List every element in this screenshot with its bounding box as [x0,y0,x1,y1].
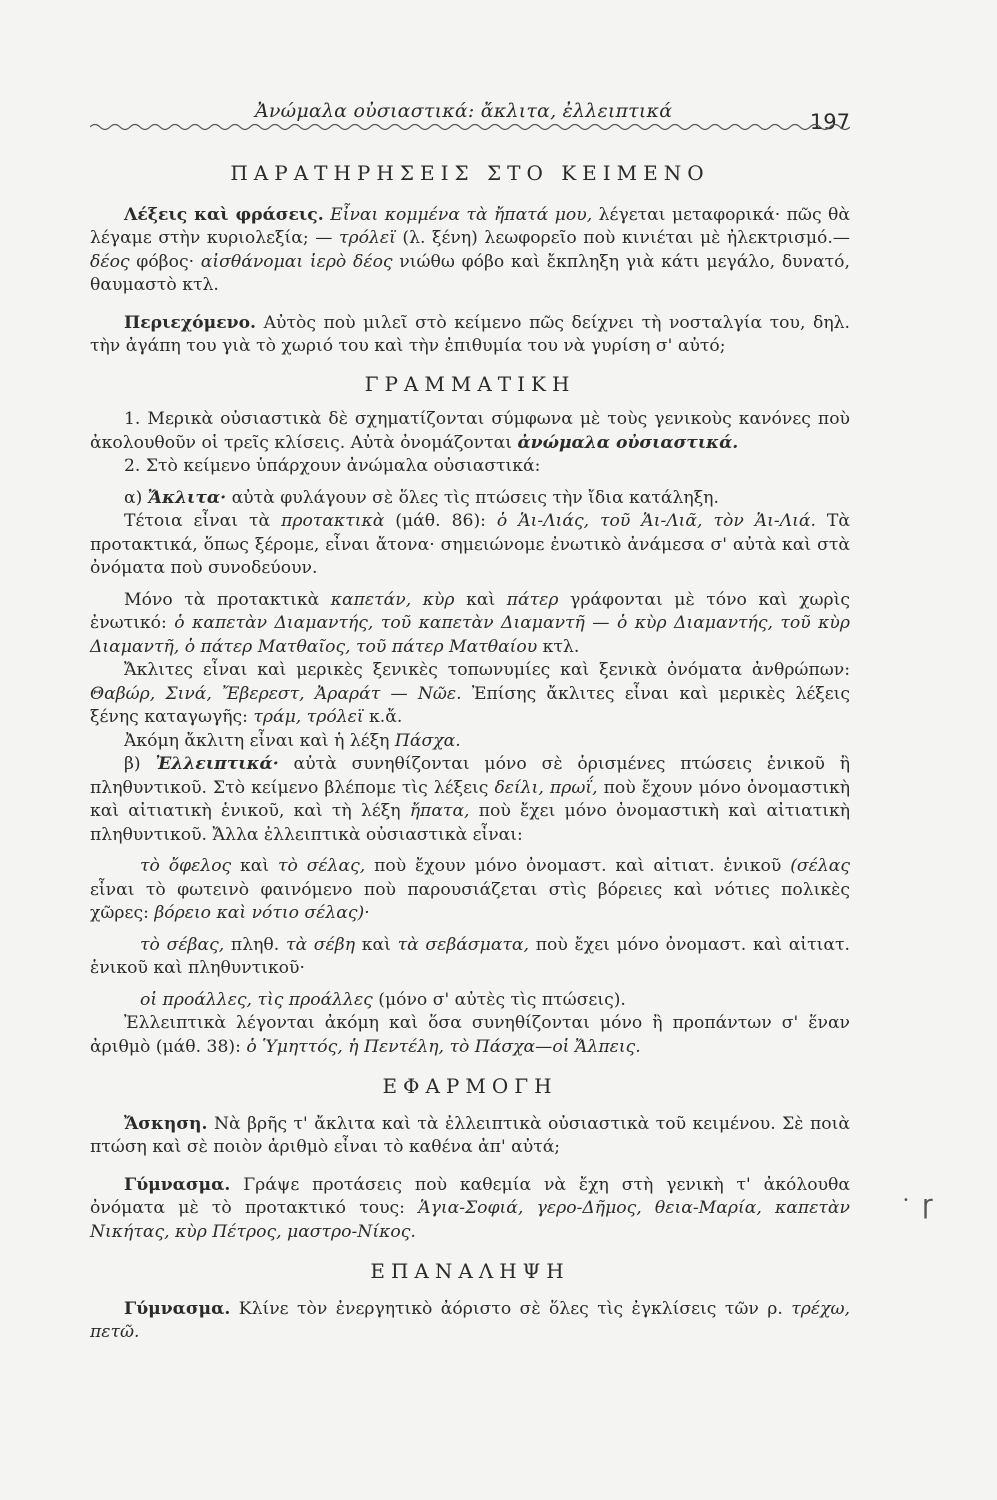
text-run: (λ. ξένη) λεωφορεῖο ποὺ κινιέται μὲ ἠλεκτρισμό.— [395,228,850,248]
running-title: Ἀνώμαλα οὐσιαστικά: ἄκλιτα, ἐλλειπτικά [255,100,673,122]
grammar-point-a [90,487,850,511]
term-defective: Ἐλλειπτικά· [155,754,279,774]
content-label: Περιεχόμενο. [124,312,257,333]
example-ofelos: τὸ ὄφελος [140,856,232,876]
text-run: Γράψε προτάσεις ποὺ καθεμία νὰ ἔχη στὴ γενικὴ τ' ἀκόλουθα ὀνόματα μὲ τὸ προτακτικό τους: [90,1174,850,1218]
text-run: καὶ [355,934,398,955]
page-header [90,92,850,132]
text-run: νιώθω φόβο καὶ ἔκπληξη γιὰ κάτι μεγάλο, δυνατό, θαυμαστὸ κτλ. [90,251,850,295]
text-run: πληθ. [224,934,286,955]
text-run: 1. Μερικὰ οὐσιαστικὰ δὲ σχηματίζονται σύμφωνα μὲ τοὺς γενικοὺς κανόνες ποὺ ἀκολουθοῦν οἱ τρεῖς κλίσεις. Αὐτὰ ὀνομάζονται [90,409,850,453]
text-run: καὶ [231,856,278,876]
term-pascha: Πάσχα. [394,730,461,751]
term-irregular-nouns: ἀνώμαλα οὐσιαστικά. [517,432,739,453]
text-run: γράφονται μὲ τόνο καὶ χωρὶς ἐνωτικό: [90,589,850,633]
text-run: καὶ [454,589,507,610]
text-run: Ἐλλειπτικὰ λέγονται ἀκόμη καὶ ὅσα συνηθίζονται μόνο ἢ προπάντων σ' ἕναν ἀριθμὸ (μάθ. 38): [90,1013,850,1057]
words-label: Λέξεις καὶ φράσεις. [124,204,324,225]
example-selas-note: (σέλας [790,856,850,876]
text-run: Αὐτὸς ποὺ μιλεῖ στὸ κείμενο πῶς δείχνει τὴ νοσταλγία του, δηλ. τὴν ἀγάπη του γιὰ τὸ χωριό του καὶ τὴν ἐπιθυμία του νὰ γυρίση σ' αὐτό; [90,312,850,356]
example-sevasmata: τὰ σεβάσματα, [397,934,529,955]
text-run: Νὰ βρῆς τ' ἄκλιτα καὶ τὰ ἐλλειπτικὰ οὐσιαστικὰ τοῦ κειμένου. Σὲ ποιὰ πτώση καὶ σὲ ποιὸν ἀριθμὸ εἶναι τὸ καθένα ἀπ' αὐτά; [90,1113,850,1157]
example-sevi: τὰ σέβη [285,934,355,955]
grammar-point-1 [90,408,850,455]
text-run: ποὺ ἔχουν μόνο ὀνομαστ. καὶ αἰτιατ. ἑνικοῦ [365,856,791,876]
example-foreign-words: τράμ, τρόλεϊ [253,707,364,727]
text-run: εἶναι τὸ φωτεινὸ φαινόμενο ποὺ παρουσιάζεται στὶς βόρειες καὶ νότιες πολικὲς χῶρες: [90,879,850,923]
text-run: Τέτοια εἶναι τὰ [124,511,282,531]
text-run: Ἄκλιτες εἶναι καὶ μερικὲς ξενικὲς τοπωνυμίες καὶ ξενικὰ ὀνόματα ἀνθρώπων: [124,660,850,680]
term-indeclinable: Ἄκλιτα· [147,487,227,508]
section-title-grammar: ΓΡΑΜΜΑΤΙΚΗ [364,371,576,396]
review-drill-paragraph [90,1298,850,1345]
example-place-names: ὁ Ὑμηττός, ἡ Πεντέλη, τὸ Πάσχα—οἱ Ἄλπεις. [246,1036,641,1057]
text-run: Ἀκόμη ἄκλιτη εἶναι καὶ ἡ λέξη [124,730,395,751]
content-paragraph [90,312,850,359]
term-pater: πάτερ [506,589,559,610]
page-content [90,162,850,1345]
drill-names: Ἁγια-Σοφιά, γερο-Δῆμος, θεια-Μαρία, καπετὰν Νικήτας, κὺρ Πέτρος, μαστρο-Νίκος. [90,1198,850,1242]
text-run: Μόνο τὰ προτακτικὰ [124,589,331,610]
term-awe: δέος [90,251,130,272]
exercise-paragraph [90,1113,850,1160]
words-and-phrases-paragraph [90,204,850,298]
section-title-review: ΕΠΑΝΑΛΗΨΗ [370,1259,570,1283]
term-prefixes: προτακτικὰ [281,511,385,531]
text-run: (μάθ. 86): [384,511,497,531]
example-diamantis: ὁ καπετὰν Διαμαντής, τοῦ καπετὰν Διαμαντῆ — ὁ κὺρ Διαμαντής, τοῦ κὺρ Διαμαντῆ, ὁ πάτερ Ματθαῖος, τοῦ πάτερ Ματθαίου [90,613,850,657]
example-ofelos-paragraph [90,855,850,926]
text-run: ποὺ ἔχουν μόνο ὀνομαστικὴ καὶ αἰτιατικὴ ἑνικοῦ, καὶ τὴ λέξη [90,777,850,821]
text-run: κ.ἄ. [363,707,403,727]
text-run: ποὺ ἔχει μόνο ὀνομαστ. καὶ αἰτιατ. ἑνικοῦ καὶ πληθυντικοῦ· [90,934,850,978]
review-verbs: τρέχω, πετῶ. [90,1298,850,1342]
example-aurora: βόρειο καὶ νότιο σέλας)· [154,903,370,923]
text-run: α) [124,487,148,508]
margin-mark-icon: ɼ [922,1190,933,1220]
example-deili-proi: δείλι, πρωΐ, [494,777,598,798]
example-sevas: τὸ σέβας, [140,934,225,955]
text-run: β) [124,754,156,774]
text-run: φόβος· [129,251,195,272]
text-run: Ἐπίσης ἄκλιτες εἶναι καὶ μερικὲς λέξεις ξένης καταγωγῆς: [90,683,850,727]
margin-dot-icon: • [903,1195,909,1206]
example-ipata: ἤπατα, [409,801,470,821]
defective-number-paragraph [90,1012,850,1059]
example-proalles-paragraph [90,989,850,1013]
page-number: 197 [809,110,850,134]
drill-label: Γύμνασμα. [124,1174,231,1195]
text-run: 2. Στὸ κείμενο ὑπάρχουν ἀνώμαλα οὐσιαστικά: [124,456,541,476]
example-ai-lias: ὁ Ἁι-Λιάς, τοῦ Ἁι-Λιᾶ, τὸν Ἁι-Λιά. [496,511,816,531]
example-foreign-names: Θαβώρ, Σινά, Ἔβερεστ, Ἀραράτ — Νῶε. [90,683,462,704]
section-title-observations: ΠΑΡΑΤΗΡΗΣΕΙΣ ΣΤΟ ΚΕΙΜΕΝΟ [230,161,710,185]
text-run: κτλ. [537,636,580,657]
text-run: λέγεται μεταφορικά· πῶς θὰ λέγαμε στὴν κυριολεξία; — [90,204,850,248]
pascha-paragraph [90,730,850,754]
accented-prefixes-paragraph [90,589,850,660]
term-trolley: τρόλεϊ [339,228,396,248]
example-selas: τὸ σέλας, [277,856,366,876]
section-title-application: ΕΦΑΡΜΟΓΗ [382,1074,558,1098]
example-phrase: Εἶναι κομμένα τὰ ἤπατά μου, [330,204,593,225]
term-kapetan-kyr: καπετάν, κὺρ [330,589,455,610]
text-run: αὐτὰ φυλάγουν σὲ ὅλες τὶς πτώσεις τὴν ἴδια κατάληξη. [226,487,719,508]
term-phrase: αἰσθάνομαι ἱερὸ δέος [200,251,393,272]
exercise-label: Ἄσκηση. [124,1113,208,1134]
wavy-rule [90,120,850,134]
example-sevas-paragraph [90,934,850,981]
example-proalles: οἱ προάλλες, τὶς προάλλες [140,989,373,1010]
application-drill-paragraph [90,1174,850,1245]
text-run: (μόνο σ' αὐτὲς τὶς πτώσεις). [372,989,626,1010]
foreign-names-paragraph [90,659,850,730]
grammar-point-2 [90,455,850,479]
text-run: αὐτὰ συνηθίζονται μόνο σὲ ὁρισμένες πτώσεις ἑνικοῦ ἢ πληθυντικοῦ. Στὸ κείμενο βλέπομε τὶς λέξεις [90,754,850,798]
grammar-point-b [90,753,850,847]
text-run: Κλίνε τὸν ἐνεργητικὸ ἀόριστο σὲ ὅλες τὶς ἐγκλίσεις τῶν ρ. [230,1298,792,1319]
text-run: ποὺ ἔχει μόνο ὀνομαστικὴ καὶ αἰτιατικὴ πληθυντικοῦ. Ἄλλα ἐλλειπτικὰ οὐσιαστικὰ εἶναι: [90,801,850,845]
review-drill-label: Γύμνασμα. [124,1298,231,1319]
prefixes-paragraph [90,510,850,581]
text-run: Τὰ προτακτικά, ὅπως ξέρομε, εἶναι ἄτονα· σημειώνομε ἐνωτικὸ ἀνάμεσα σ' αὐτὰ καὶ στὰ ὀνόματα ποὺ συνοδεύουν. [90,511,850,578]
